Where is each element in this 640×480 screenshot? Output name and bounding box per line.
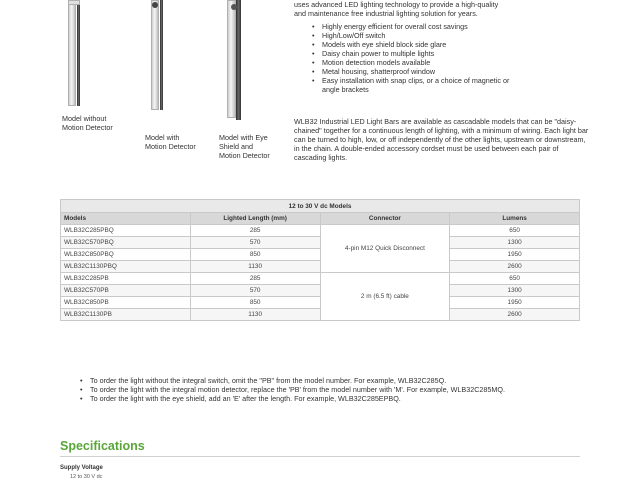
cell-length: 285	[190, 273, 320, 285]
cell-length: 570	[190, 237, 320, 249]
caption-model-1: Model without Motion Detector	[62, 114, 113, 132]
feature-list	[312, 22, 592, 94]
feature-item: • Daisy chain power to multiple lights	[312, 49, 592, 58]
cell-lumens: 1950	[450, 297, 580, 309]
cell-model: WLB32C285PBQ	[61, 225, 191, 237]
cell-model: WLB32C850PB	[61, 297, 191, 309]
cell-connector: 2 m (6.5 ft) cable	[320, 273, 450, 321]
intro-text: uses advanced LED lighting technology to provide a high-quality and maintenance free industrial lighting solution for years.	[294, 0, 499, 18]
cell-model: WLB32C570PBQ	[61, 237, 191, 249]
note-item: • To order the light with the eye shield, add an 'E' after the length. For example, WLB32C285EPBQ.	[80, 394, 600, 403]
models-table	[60, 199, 580, 321]
cell-model: WLB32C285PB	[61, 273, 191, 285]
cell-lumens: 1300	[450, 285, 580, 297]
cell-length: 1130	[190, 261, 320, 273]
table-row	[61, 261, 580, 273]
header-models: Models	[61, 213, 191, 225]
cell-lumens: 2600	[450, 261, 580, 273]
cell-lumens: 1950	[450, 249, 580, 261]
supply-voltage-label: Supply Voltage	[60, 465, 103, 471]
table-row	[61, 285, 580, 297]
header-connector: Connector	[320, 213, 450, 225]
table-row	[61, 297, 580, 309]
cell-connector: 4-pin M12 Quick Disconnect	[320, 225, 450, 273]
cell-lumens: 1300	[450, 237, 580, 249]
table-row	[61, 225, 580, 237]
feature-item: • High/Low/Off switch	[312, 31, 592, 40]
supply-voltage-value: 12 to 30 V dc	[70, 474, 103, 480]
table-row	[61, 273, 580, 285]
cell-length: 850	[190, 249, 320, 261]
cell-length: 570	[190, 285, 320, 297]
cell-length: 850	[190, 297, 320, 309]
table-caption: 12 to 30 V dc Models	[61, 200, 580, 213]
feature-item: • Easy installation with snap clips, or a choice of magnetic or	[312, 76, 592, 85]
cell-model: WLB32C850PBQ	[61, 249, 191, 261]
cell-model: WLB32C570PB	[61, 285, 191, 297]
header-lumens: Lumens	[450, 213, 580, 225]
cell-model: WLB32C1130PB	[61, 309, 191, 321]
divider	[60, 456, 580, 457]
note-item: • To order the light without the integral switch, omit the "PB" from the model number. For example, WLB32C285Q.	[80, 376, 600, 385]
table-row	[61, 237, 580, 249]
cell-model: WLB32C1130PBQ	[61, 261, 191, 273]
cell-length: 1130	[190, 309, 320, 321]
cell-lumens: 650	[450, 273, 580, 285]
note-item: • To order the light with the integral motion detector, replace the 'PB' from the model number with 'M'. For example, WLB32C285MQ.	[80, 385, 600, 394]
caption-model-2: Model with Motion Detector	[145, 133, 196, 151]
specifications-heading: Specifications	[60, 439, 145, 453]
caption-model-3: Model with Eye Shield and Motion Detector	[219, 133, 270, 160]
feature-item-continued: angle brackets	[322, 85, 369, 94]
ordering-notes	[80, 376, 600, 403]
feature-item: • Models with eye shield block side glare	[312, 40, 592, 49]
cell-length: 285	[190, 225, 320, 237]
cell-lumens: 2600	[450, 309, 580, 321]
cell-lumens: 650	[450, 225, 580, 237]
feature-item: • Metal housing, shatterproof window	[312, 67, 592, 76]
table-row	[61, 249, 580, 261]
feature-item: • Motion detection models available	[312, 58, 592, 67]
cascade-description: WLB32 Industrial LED Light Bars are available as cascadable models that can be "daisy-chained" together for a continuous length of lighting, with a minimum of wiring. Each light bar can be turned to high, low, or off independently of the other lights, upstream or downstream, in the chain. A double-ended accessory cordset must be used between each pair of cascading lights.	[294, 117, 589, 163]
header-lighted-length: Lighted Length (mm)	[190, 213, 320, 225]
table-row	[61, 309, 580, 321]
feature-item: • Highly energy efficient for overall cost savings	[312, 22, 592, 31]
